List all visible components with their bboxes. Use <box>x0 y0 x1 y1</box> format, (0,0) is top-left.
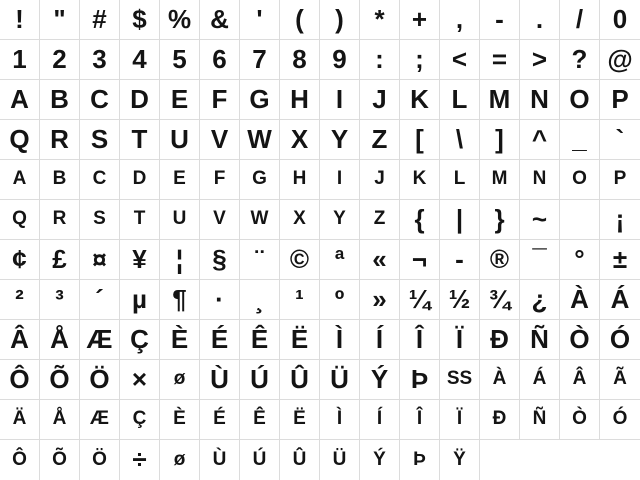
glyph-cell[interactable]: Y <box>320 200 360 240</box>
glyph-cell[interactable]: Ê <box>240 400 280 440</box>
glyph-cell[interactable]: R <box>40 200 80 240</box>
glyph-cell[interactable]: Õ <box>40 440 80 480</box>
glyph-cell[interactable]: Ü <box>320 440 360 480</box>
glyph-cell[interactable]: ø <box>160 360 200 400</box>
glyph-cell[interactable]: I <box>320 160 360 200</box>
glyph-cell[interactable]: ! <box>0 0 40 40</box>
glyph-cell[interactable]: ° <box>560 240 600 280</box>
glyph-cell[interactable]: ¬ <box>400 240 440 280</box>
glyph-cell[interactable]: " <box>40 0 80 40</box>
glyph-cell[interactable]: Ö <box>80 360 120 400</box>
glyph-cell[interactable]: [ <box>400 120 440 160</box>
glyph-cell[interactable]: Ç <box>120 400 160 440</box>
glyph-cell[interactable]: Ç <box>120 320 160 360</box>
glyph-cell[interactable]: Ó <box>600 320 640 360</box>
glyph-cell[interactable]: Q <box>0 200 40 240</box>
glyph-cell[interactable]: Û <box>280 440 320 480</box>
glyph-cell[interactable]: À <box>480 360 520 400</box>
glyph-cell[interactable]: Ë <box>280 320 320 360</box>
glyph-cell[interactable]: ® <box>480 240 520 280</box>
glyph-cell[interactable]: ³ <box>40 280 80 320</box>
glyph-cell[interactable]: ´ <box>80 280 120 320</box>
glyph-cell[interactable]: + <box>400 0 440 40</box>
glyph-cell[interactable]: X <box>280 120 320 160</box>
glyph-cell[interactable]: } <box>480 200 520 240</box>
glyph-cell[interactable]: Å <box>40 320 80 360</box>
glyph-cell[interactable]: D <box>120 160 160 200</box>
glyph-cell[interactable]: E <box>160 160 200 200</box>
glyph-cell[interactable]: Ä <box>0 400 40 440</box>
glyph-cell[interactable]: § <box>200 240 240 280</box>
glyph-cell-empty[interactable] <box>560 200 600 240</box>
glyph-cell[interactable]: N <box>520 80 560 120</box>
glyph-cell[interactable]: À <box>560 280 600 320</box>
glyph-cell[interactable]: ± <box>600 240 640 280</box>
glyph-cell[interactable]: N <box>520 160 560 200</box>
glyph-cell[interactable]: Ý <box>360 360 400 400</box>
glyph-cell[interactable]: V <box>200 200 240 240</box>
glyph-cell[interactable]: Ù <box>200 440 240 480</box>
glyph-cell[interactable]: H <box>280 160 320 200</box>
glyph-cell[interactable]: U <box>160 120 200 160</box>
glyph-cell[interactable]: ¿ <box>520 280 560 320</box>
glyph-cell[interactable]: P <box>600 80 640 120</box>
glyph-cell[interactable]: Ï <box>440 320 480 360</box>
glyph-cell[interactable]: { <box>400 200 440 240</box>
glyph-cell[interactable]: Ó <box>600 400 640 440</box>
glyph-cell[interactable]: S <box>80 200 120 240</box>
glyph-cell[interactable]: · <box>200 280 240 320</box>
glyph-cell[interactable]: × <box>120 360 160 400</box>
glyph-cell[interactable]: _ <box>560 120 600 160</box>
glyph-cell[interactable]: G <box>240 80 280 120</box>
glyph-cell[interactable]: C <box>80 160 120 200</box>
glyph-cell[interactable]: Í <box>360 320 400 360</box>
glyph-cell[interactable]: ¯ <box>520 240 560 280</box>
glyph-cell[interactable]: Î <box>400 320 440 360</box>
glyph-cell[interactable]: Z <box>360 200 400 240</box>
glyph-cell[interactable]: * <box>360 0 400 40</box>
glyph-cell[interactable]: R <box>40 120 80 160</box>
blank-area <box>480 440 520 480</box>
glyph-cell[interactable]: Ý <box>360 440 400 480</box>
glyph-cell[interactable]: # <box>80 0 120 40</box>
glyph-cell[interactable]: $ <box>120 0 160 40</box>
glyph-cell[interactable]: Ú <box>240 440 280 480</box>
glyph-cell[interactable]: / <box>560 0 600 40</box>
glyph-cell[interactable]: È <box>160 320 200 360</box>
glyph-cell[interactable]: Ê <box>240 320 280 360</box>
glyph-cell[interactable]: J <box>360 80 400 120</box>
glyph-cell[interactable]: ^ <box>520 120 560 160</box>
glyph-cell[interactable]: £ <box>40 240 80 280</box>
glyph-cell[interactable]: SS <box>440 360 480 400</box>
glyph-cell[interactable]: W <box>240 120 280 160</box>
glyph-cell[interactable]: H <box>280 80 320 120</box>
glyph-cell[interactable]: = <box>480 40 520 80</box>
glyph-cell[interactable]: , <box>440 0 480 40</box>
glyph-cell[interactable]: 8 <box>280 40 320 80</box>
blank-area <box>520 440 560 480</box>
glyph-cell[interactable]: > <box>520 40 560 80</box>
glyph-cell[interactable]: Ô <box>0 360 40 400</box>
glyph-cell[interactable]: & <box>200 0 240 40</box>
glyph-cell[interactable]: Y <box>320 120 360 160</box>
glyph-cell[interactable]: 9 <box>320 40 360 80</box>
glyph-cell[interactable]: : <box>360 40 400 80</box>
glyph-cell[interactable]: E <box>160 80 200 120</box>
glyph-cell[interactable]: Ð <box>480 320 520 360</box>
glyph-cell[interactable]: Ì <box>320 320 360 360</box>
glyph-cell[interactable]: Æ <box>80 320 120 360</box>
glyph-cell[interactable]: Þ <box>400 440 440 480</box>
glyph-cell[interactable]: ¤ <box>80 240 120 280</box>
glyph-cell[interactable]: 2 <box>40 40 80 80</box>
glyph-cell[interactable]: Â <box>0 320 40 360</box>
glyph-cell[interactable]: Z <box>360 120 400 160</box>
glyph-cell[interactable]: Ü <box>320 360 360 400</box>
glyph-cell[interactable]: É <box>200 400 240 440</box>
glyph-cell[interactable]: ÷ <box>120 440 160 480</box>
glyph-cell[interactable]: B <box>40 160 80 200</box>
glyph-cell[interactable]: Ï <box>440 400 480 440</box>
glyph-cell[interactable]: ¨ <box>240 240 280 280</box>
glyph-cell[interactable]: Õ <box>40 360 80 400</box>
glyph-cell[interactable]: ½ <box>440 280 480 320</box>
glyph-cell[interactable]: ~ <box>520 200 560 240</box>
glyph-cell[interactable]: ¼ <box>400 280 440 320</box>
glyph-cell[interactable]: Á <box>520 360 560 400</box>
glyph-cell[interactable]: ª <box>320 240 360 280</box>
glyph-cell[interactable]: J <box>360 160 400 200</box>
glyph-cell[interactable]: ¥ <box>120 240 160 280</box>
glyph-cell[interactable]: ` <box>600 120 640 160</box>
glyph-cell[interactable]: T <box>120 120 160 160</box>
glyph-cell[interactable]: Ô <box>0 440 40 480</box>
glyph-cell[interactable]: A <box>0 80 40 120</box>
glyph-cell[interactable]: Ú <box>240 360 280 400</box>
glyph-cell[interactable]: | <box>440 200 480 240</box>
glyph-cell[interactable]: Ò <box>560 400 600 440</box>
glyph-cell[interactable]: 0 <box>600 0 640 40</box>
glyph-cell[interactable]: ; <box>400 40 440 80</box>
glyph-cell[interactable]: O <box>560 80 600 120</box>
glyph-cell[interactable]: V <box>200 120 240 160</box>
glyph-cell[interactable]: C <box>80 80 120 120</box>
glyph-cell[interactable]: Q <box>0 120 40 160</box>
glyph-cell[interactable]: - <box>480 0 520 40</box>
glyph-cell[interactable]: ] <box>480 120 520 160</box>
glyph-cell[interactable]: ¢ <box>0 240 40 280</box>
glyph-cell[interactable]: W <box>240 200 280 240</box>
glyph-cell[interactable]: M <box>480 80 520 120</box>
glyph-cell[interactable]: M <box>480 160 520 200</box>
glyph-cell[interactable]: K <box>400 80 440 120</box>
glyph-cell[interactable]: D <box>120 80 160 120</box>
glyph-cell[interactable]: F <box>200 80 240 120</box>
glyph-cell[interactable]: ¾ <box>480 280 520 320</box>
glyph-cell[interactable]: 6 <box>200 40 240 80</box>
glyph-cell[interactable]: Ð <box>480 400 520 440</box>
glyph-cell[interactable]: ² <box>0 280 40 320</box>
glyph-cell[interactable]: @ <box>600 40 640 80</box>
glyph-cell[interactable]: Î <box>400 400 440 440</box>
glyph-cell[interactable]: 4 <box>120 40 160 80</box>
glyph-cell[interactable]: Í <box>360 400 400 440</box>
glyph-cell[interactable]: - <box>440 240 480 280</box>
blank-area <box>600 440 640 480</box>
glyph-cell[interactable]: A <box>0 160 40 200</box>
glyph-cell[interactable]: È <box>160 400 200 440</box>
glyph-cell[interactable]: P <box>600 160 640 200</box>
glyph-cell[interactable]: ¸ <box>240 280 280 320</box>
glyph-cell[interactable]: 5 <box>160 40 200 80</box>
glyph-cell[interactable]: « <box>360 240 400 280</box>
glyph-cell[interactable]: S <box>80 120 120 160</box>
glyph-cell[interactable]: ? <box>560 40 600 80</box>
glyph-cell[interactable]: Ñ <box>520 320 560 360</box>
glyph-cell[interactable]: 3 <box>80 40 120 80</box>
glyph-cell[interactable]: » <box>360 280 400 320</box>
glyph-cell[interactable]: Ò <box>560 320 600 360</box>
glyph-cell[interactable]: % <box>160 0 200 40</box>
glyph-cell[interactable]: © <box>280 240 320 280</box>
glyph-cell[interactable]: I <box>320 80 360 120</box>
glyph-cell[interactable]: O <box>560 160 600 200</box>
glyph-cell[interactable]: 1 <box>0 40 40 80</box>
glyph-cell[interactable]: Ì <box>320 400 360 440</box>
glyph-cell[interactable]: T <box>120 200 160 240</box>
glyph-cell[interactable]: Ù <box>200 360 240 400</box>
glyph-cell[interactable]: Ÿ <box>440 440 480 480</box>
glyph-cell[interactable]: Á <box>600 280 640 320</box>
blank-area <box>560 440 600 480</box>
glyph-cell[interactable]: \ <box>440 120 480 160</box>
glyph-cell[interactable]: Û <box>280 360 320 400</box>
glyph-cell[interactable]: L <box>440 160 480 200</box>
glyph-cell[interactable]: ¦ <box>160 240 200 280</box>
glyph-cell[interactable]: ( <box>280 0 320 40</box>
glyph-cell[interactable]: Å <box>40 400 80 440</box>
glyph-cell[interactable]: Ã <box>600 360 640 400</box>
glyph-cell[interactable]: Ë <box>280 400 320 440</box>
glyph-cell[interactable]: < <box>440 40 480 80</box>
glyph-cell[interactable]: ¡ <box>600 200 640 240</box>
glyph-cell[interactable]: ) <box>320 0 360 40</box>
glyph-cell[interactable]: ¶ <box>160 280 200 320</box>
glyph-cell[interactable]: U <box>160 200 200 240</box>
glyph-cell[interactable]: Ñ <box>520 400 560 440</box>
glyph-cell[interactable]: ' <box>240 0 280 40</box>
glyph-cell[interactable]: G <box>240 160 280 200</box>
glyph-cell[interactable]: X <box>280 200 320 240</box>
glyph-cell[interactable]: Â <box>560 360 600 400</box>
glyph-cell[interactable]: F <box>200 160 240 200</box>
glyph-cell[interactable]: ¹ <box>280 280 320 320</box>
glyph-cell[interactable]: B <box>40 80 80 120</box>
glyph-cell[interactable]: ø <box>160 440 200 480</box>
glyph-cell[interactable]: 7 <box>240 40 280 80</box>
glyph-cell[interactable]: Æ <box>80 400 120 440</box>
glyph-cell[interactable]: É <box>200 320 240 360</box>
glyph-cell[interactable]: Ö <box>80 440 120 480</box>
glyph-cell[interactable]: . <box>520 0 560 40</box>
glyph-cell[interactable]: µ <box>120 280 160 320</box>
glyph-cell[interactable]: Þ <box>400 360 440 400</box>
glyph-cell[interactable]: K <box>400 160 440 200</box>
glyph-cell[interactable]: º <box>320 280 360 320</box>
glyph-cell[interactable]: L <box>440 80 480 120</box>
